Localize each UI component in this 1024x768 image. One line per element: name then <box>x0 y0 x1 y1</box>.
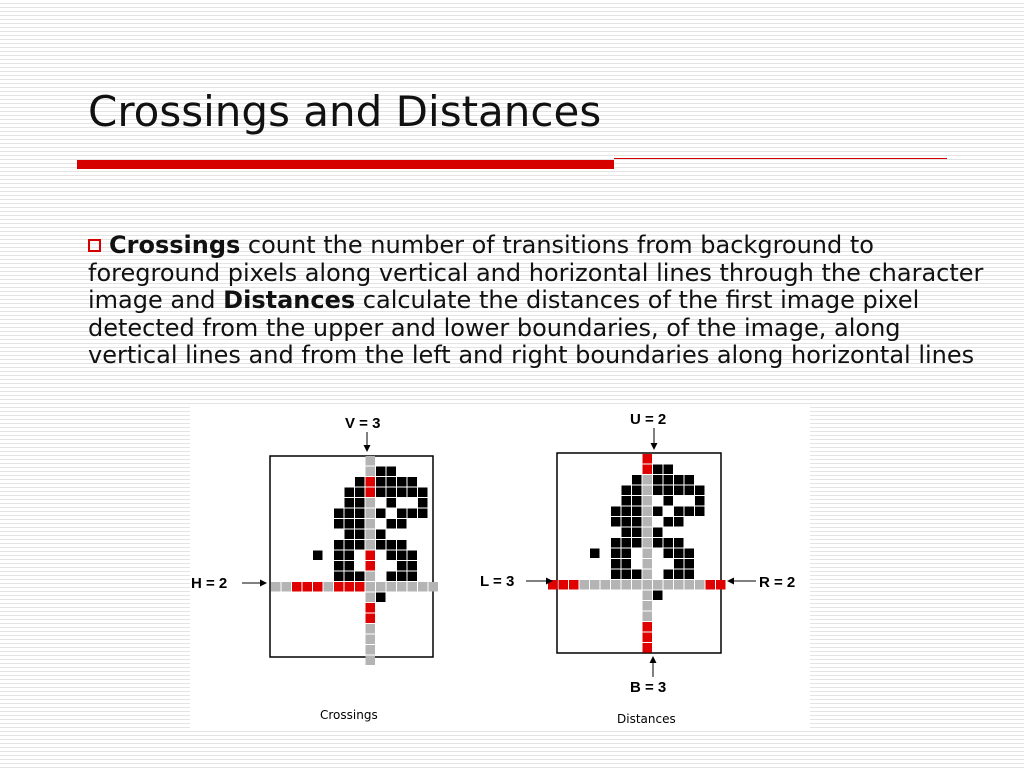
glyph-pixel <box>345 551 355 561</box>
glyph-pixel <box>355 509 365 519</box>
glyph-pixel <box>355 540 365 550</box>
glyph-pixel <box>622 549 632 559</box>
probe-line-pixel <box>685 580 695 590</box>
glyph-pixel <box>695 507 705 517</box>
glyph-pixel <box>387 572 397 582</box>
distances-pixel-grid <box>548 454 726 653</box>
highlight-pixel <box>313 582 323 592</box>
highlight-pixel <box>366 551 376 561</box>
glyph-pixel <box>653 475 663 485</box>
glyph-pixel <box>355 530 365 540</box>
crossings-pixel-grid <box>271 456 438 665</box>
glyph-pixel <box>674 517 684 527</box>
glyph-pixel <box>632 538 642 548</box>
probe-line-pixel <box>695 580 705 590</box>
probe-line-pixel <box>643 591 653 601</box>
glyph-pixel <box>622 517 632 527</box>
glyph-pixel <box>653 538 663 548</box>
probe-line-pixel <box>643 559 653 569</box>
glyph-pixel <box>622 559 632 569</box>
probe-line-pixel <box>643 601 653 611</box>
glyph-pixel <box>408 488 418 498</box>
highlight-pixel <box>569 580 579 590</box>
distances-l-label: L = 3 <box>480 573 515 590</box>
probe-line-pixel <box>643 538 653 548</box>
probe-line-pixel <box>366 624 376 634</box>
probe-line-pixel <box>429 582 439 592</box>
glyph-pixel <box>611 538 621 548</box>
probe-line-pixel <box>674 580 684 590</box>
glyph-pixel <box>611 559 621 569</box>
glyph-pixel <box>355 498 365 508</box>
probe-line-pixel <box>643 507 653 517</box>
glyph-pixel <box>664 465 674 475</box>
probe-line-pixel <box>366 467 376 477</box>
highlight-pixel <box>366 477 376 487</box>
glyph-pixel <box>355 519 365 529</box>
highlight-pixel <box>643 465 653 475</box>
glyph-pixel <box>408 572 418 582</box>
glyph-pixel <box>622 538 632 548</box>
glyph-pixel <box>397 519 407 529</box>
glyph-pixel <box>611 517 621 527</box>
highlight-pixel <box>643 633 653 643</box>
probe-line-pixel <box>643 580 653 590</box>
glyph-pixel <box>622 528 632 538</box>
probe-line-pixel <box>324 582 334 592</box>
glyph-pixel <box>397 540 407 550</box>
glyph-pixel <box>355 488 365 498</box>
hollow-square-bullet-icon <box>88 239 101 252</box>
glyph-pixel <box>387 551 397 561</box>
distances-u-label: U = 2 <box>630 411 667 428</box>
probe-line-pixel <box>366 645 376 655</box>
probe-line-pixel <box>632 580 642 590</box>
glyph-pixel <box>334 561 344 571</box>
glyph-pixel <box>674 570 684 580</box>
probe-line-pixel <box>408 582 418 592</box>
glyph-pixel <box>408 477 418 487</box>
glyph-pixel <box>695 486 705 496</box>
glyph-pixel <box>653 528 663 538</box>
probe-line-pixel <box>643 475 653 485</box>
highlight-pixel <box>366 603 376 613</box>
glyph-pixel <box>397 572 407 582</box>
glyph-pixel <box>345 519 355 529</box>
probe-line-pixel <box>366 456 376 466</box>
glyph-pixel <box>397 509 407 519</box>
bullet-text-part1: count the number of transitions from background to foreground pixels along vertical and horizontal lines through the character image and <box>88 231 984 314</box>
glyph-pixel <box>622 570 632 580</box>
highlight-pixel <box>716 580 726 590</box>
probe-line-pixel <box>366 509 376 519</box>
term-distances: Distances <box>223 286 356 314</box>
glyph-pixel <box>376 477 386 487</box>
crossings-caption: Crossings <box>320 708 378 722</box>
bullet-text-part2: calculate the distances of the first image pixel detected from the upper and lower boundaries, of the image, along vertical lines and from the left and right boundaries along horizontal lines <box>88 286 975 369</box>
probe-line-pixel <box>643 549 653 559</box>
glyph-pixel <box>632 570 642 580</box>
glyph-pixel <box>685 507 695 517</box>
glyph-pixel <box>334 540 344 550</box>
glyph-pixel <box>653 465 663 475</box>
glyph-pixel <box>376 509 386 519</box>
glyph-pixel <box>408 551 418 561</box>
probe-line-pixel <box>590 580 600 590</box>
glyph-pixel <box>408 509 418 519</box>
glyph-pixel <box>664 570 674 580</box>
crossings-distances-figure <box>190 407 810 731</box>
glyph-pixel <box>418 488 428 498</box>
glyph-pixel <box>685 549 695 559</box>
highlight-pixel <box>643 454 653 464</box>
probe-line-pixel <box>418 582 428 592</box>
glyph-pixel <box>313 551 323 561</box>
glyph-pixel <box>590 549 600 559</box>
glyph-pixel <box>418 498 428 508</box>
probe-line-pixel <box>611 580 621 590</box>
highlight-pixel <box>292 582 302 592</box>
distances-r-label: R = 2 <box>759 574 796 591</box>
glyph-pixel <box>695 496 705 506</box>
glyph-pixel <box>632 475 642 485</box>
highlight-pixel <box>345 582 355 592</box>
glyph-pixel <box>418 509 428 519</box>
glyph-pixel <box>397 488 407 498</box>
glyph-pixel <box>376 530 386 540</box>
glyph-pixel <box>685 486 695 496</box>
glyph-pixel <box>376 593 386 603</box>
glyph-pixel <box>355 572 365 582</box>
probe-line-pixel <box>366 635 376 645</box>
title-underline-thin <box>614 158 947 159</box>
probe-line-pixel <box>622 580 632 590</box>
highlight-pixel <box>366 488 376 498</box>
glyph-pixel <box>653 591 663 601</box>
glyph-pixel <box>345 530 355 540</box>
glyph-pixel <box>674 559 684 569</box>
bullet-paragraph <box>88 232 988 370</box>
probe-line-pixel <box>271 582 281 592</box>
glyph-pixel <box>397 561 407 571</box>
glyph-pixel <box>334 551 344 561</box>
probe-line-pixel <box>387 582 397 592</box>
glyph-pixel <box>611 570 621 580</box>
glyph-pixel <box>387 477 397 487</box>
highlight-pixel <box>334 582 344 592</box>
highlight-pixel <box>643 643 653 653</box>
glyph-pixel <box>387 498 397 508</box>
glyph-pixel <box>387 467 397 477</box>
glyph-pixel <box>622 486 632 496</box>
distances-caption: Distances <box>617 712 676 726</box>
probe-line-pixel <box>282 582 292 592</box>
probe-line-pixel <box>366 530 376 540</box>
glyph-pixel <box>632 496 642 506</box>
glyph-pixel <box>653 507 663 517</box>
probe-line-pixel <box>366 593 376 603</box>
glyph-pixel <box>334 509 344 519</box>
glyph-pixel <box>674 549 684 559</box>
glyph-pixel <box>334 519 344 529</box>
probe-line-pixel <box>643 517 653 527</box>
slide-title: Crossings and Distances <box>88 87 602 136</box>
highlight-pixel <box>303 582 313 592</box>
term-crossings: Crossings <box>109 231 241 259</box>
glyph-pixel <box>622 507 632 517</box>
probe-line-pixel <box>643 496 653 506</box>
distances-b-label: B = 3 <box>630 679 667 696</box>
glyph-pixel <box>611 549 621 559</box>
glyph-pixel <box>376 467 386 477</box>
crossings-v-label: V = 3 <box>345 415 381 432</box>
glyph-pixel <box>674 486 684 496</box>
glyph-pixel <box>664 496 674 506</box>
crossings-h-label: H = 2 <box>191 575 228 592</box>
probe-line-pixel <box>643 486 653 496</box>
title-underline-thick <box>77 160 614 169</box>
glyph-pixel <box>387 519 397 529</box>
glyph-pixel <box>685 559 695 569</box>
glyph-pixel <box>355 477 365 487</box>
glyph-pixel <box>632 486 642 496</box>
probe-line-pixel <box>366 498 376 508</box>
glyph-pixel <box>664 538 674 548</box>
probe-line-pixel <box>643 612 653 622</box>
probe-line-pixel <box>653 580 663 590</box>
probe-line-pixel <box>643 528 653 538</box>
glyph-pixel <box>345 498 355 508</box>
glyph-pixel <box>685 570 695 580</box>
glyph-pixel <box>664 475 674 485</box>
glyph-pixel <box>674 475 684 485</box>
highlight-pixel <box>355 582 365 592</box>
probe-line-pixel <box>366 572 376 582</box>
glyph-pixel <box>653 486 663 496</box>
glyph-pixel <box>397 477 407 487</box>
glyph-pixel <box>611 507 621 517</box>
probe-line-pixel <box>397 582 407 592</box>
highlight-pixel <box>366 614 376 624</box>
highlight-pixel <box>366 561 376 571</box>
probe-line-pixel <box>366 656 376 666</box>
probe-line-pixel <box>366 582 376 592</box>
highlight-pixel <box>706 580 716 590</box>
highlight-pixel <box>559 580 569 590</box>
probe-line-pixel <box>366 519 376 529</box>
probe-line-pixel <box>601 580 611 590</box>
distances-panel <box>480 411 795 726</box>
glyph-pixel <box>387 540 397 550</box>
glyph-pixel <box>397 551 407 561</box>
glyph-pixel <box>674 507 684 517</box>
glyph-pixel <box>408 561 418 571</box>
glyph-pixel <box>376 540 386 550</box>
glyph-pixel <box>664 517 674 527</box>
glyph-pixel <box>685 475 695 485</box>
glyph-pixel <box>632 507 642 517</box>
glyph-pixel <box>345 509 355 519</box>
glyph-pixel <box>674 538 684 548</box>
glyph-pixel <box>664 549 674 559</box>
glyph-pixel <box>345 488 355 498</box>
glyph-pixel <box>632 517 642 527</box>
highlight-pixel <box>643 622 653 632</box>
glyph-pixel <box>345 540 355 550</box>
glyph-pixel <box>664 486 674 496</box>
probe-line-pixel <box>643 570 653 580</box>
probe-line-pixel <box>366 540 376 550</box>
glyph-pixel <box>387 488 397 498</box>
probe-line-pixel <box>580 580 590 590</box>
probe-line-pixel <box>664 580 674 590</box>
glyph-pixel <box>334 572 344 582</box>
probe-line-pixel <box>376 582 386 592</box>
figure-svg <box>190 407 810 731</box>
crossings-panel <box>191 415 438 722</box>
glyph-pixel <box>622 496 632 506</box>
glyph-pixel <box>345 572 355 582</box>
glyph-pixel <box>345 561 355 571</box>
glyph-pixel <box>632 528 642 538</box>
glyph-pixel <box>376 488 386 498</box>
